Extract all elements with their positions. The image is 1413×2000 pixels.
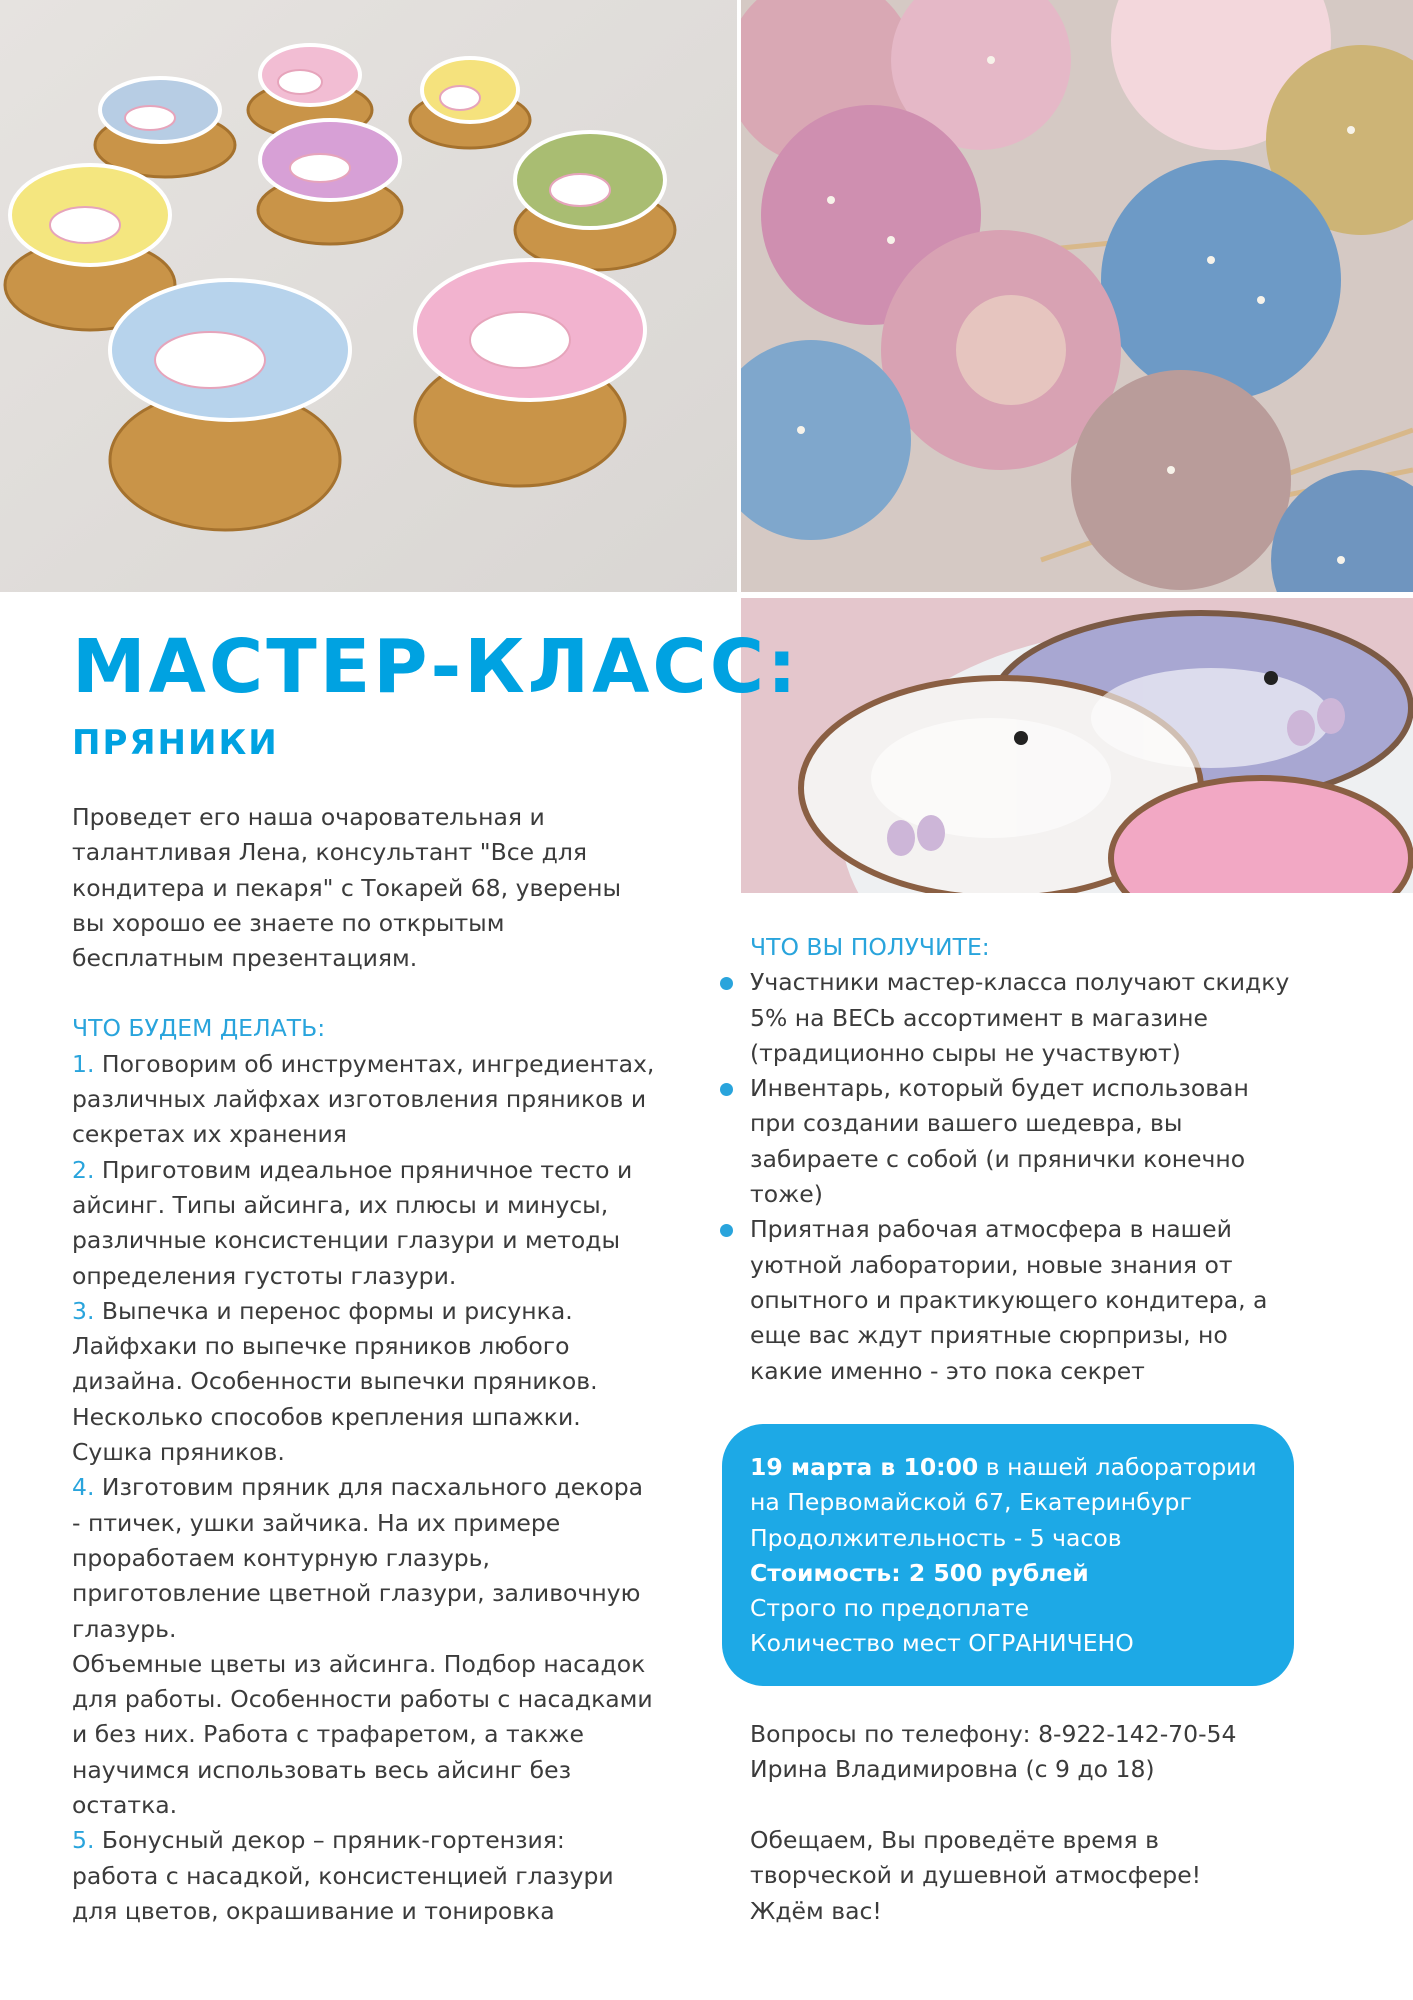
plan-item-line: для цветов, окрашивание и тонировка — [72, 1896, 555, 1925]
benefit-item — [750, 1212, 1350, 1388]
plan-item-line: дизайна. Особенности выпечки пряников. — [72, 1367, 598, 1396]
plan-item-line: научимся использовать весь айсинг без — [72, 1755, 572, 1784]
benefit-line: при создании вашего шедевра, вы — [750, 1109, 1183, 1138]
benefit-item — [750, 1071, 1350, 1212]
plan-item-line: Лайфхаки по выпечке пряников любого — [72, 1332, 570, 1361]
plan-item-line: для работы. Особенности работы с насадками — [72, 1685, 653, 1714]
benefit-line: забираете с собой (и прянички конечно — [750, 1144, 1246, 1173]
contact-info — [750, 1717, 1350, 1788]
event-seats: Количество мест ОГРАНИЧЕНО — [750, 1629, 1134, 1658]
plan-item-line: Несколько способов крепления шпажки. — [72, 1402, 581, 1431]
benefit-line: еще вас ждут приятные сюрпризы, но — [750, 1321, 1228, 1350]
intro-line: бесплатным презентациям. — [72, 944, 418, 973]
plan-item-line: приготовление цветной глазури, заливочную — [72, 1579, 641, 1608]
photo-plate-birds — [741, 598, 1413, 893]
plan-item-line: остатка. — [72, 1791, 178, 1820]
page-title: МАСТЕР-КЛАСС: — [72, 624, 800, 710]
plan-item-line: и без них. Работа с трафаретом, а также — [72, 1720, 584, 1749]
benefits-heading: ЧТО ВЫ ПОЛУЧИТЕ: — [750, 933, 990, 961]
plan-item-3 — [72, 1294, 672, 1470]
benefit-line: какие именно - это пока секрет — [750, 1356, 1145, 1385]
closing-line: Ждём вас! — [750, 1896, 882, 1925]
plan-item-line: - птичек, ушки зайчика. На их примере — [72, 1508, 561, 1537]
event-address: на Первомайской 67, Екатеринбург — [750, 1488, 1192, 1517]
closing-line: Обещаем, Вы проведёте время в — [750, 1826, 1159, 1854]
intro-text — [72, 800, 672, 976]
event-location-intro: в нашей лаборатории — [978, 1453, 1257, 1481]
photo-birds-in-nests — [0, 0, 737, 592]
plan-item-line: работа с насадкой, консистенцией глазури — [72, 1861, 614, 1890]
plan-item-5 — [72, 1823, 672, 1929]
plan-item-line: секретах их хранения — [72, 1120, 347, 1149]
event-date: 19 марта в 10:00 — [750, 1453, 979, 1481]
plan-item-line: различных лайфхах изготовления пряников и — [72, 1085, 647, 1114]
event-info-box — [722, 1424, 1294, 1686]
plan-item-2 — [72, 1153, 672, 1294]
plan-item-number: 2. — [72, 1155, 95, 1184]
plan-item-number: 4. — [72, 1473, 95, 1502]
plan-item-line: айсинг. Типы айсинга, их плюсы и минусы, — [72, 1190, 609, 1219]
intro-line: вы хорошо ее знаете по открытым — [72, 908, 505, 937]
contact-person: Ирина Владимировна (с 9 до 18) — [750, 1755, 1155, 1784]
plan-item-line: Изготовим пряник для пасхального декора — [94, 1473, 644, 1502]
plan-item-line: глазурь. — [72, 1614, 177, 1643]
left-column — [72, 800, 672, 1929]
benefit-line: опытного и практикующего кондитера, а — [750, 1285, 1268, 1314]
closing-text — [750, 1823, 1350, 1929]
plan-item-line: Выпечка и перенос формы и рисунка. — [94, 1296, 573, 1325]
plan-item-line: Сушка пряников. — [72, 1438, 285, 1467]
benefit-item — [750, 965, 1350, 1071]
photo-flower-cookies — [741, 0, 1413, 592]
benefit-line: Приятная рабочая атмосфера в нашей — [750, 1215, 1232, 1244]
event-price: Стоимость: 2 500 рублей — [750, 1558, 1089, 1587]
event-prepay: Строго по предоплате — [750, 1594, 1030, 1623]
plan-item-4 — [72, 1470, 672, 1823]
benefit-line: Участники мастер-класса получают скидку — [750, 968, 1290, 997]
benefit-line: тоже) — [750, 1180, 823, 1209]
intro-line: Проведет его наша очаровательная и — [72, 803, 545, 831]
plan-item-number: 1. — [72, 1049, 95, 1078]
intro-line: кондитера и пекаря" с Токарей 68, уверены — [72, 873, 622, 902]
plan-item-number: 5. — [72, 1826, 95, 1855]
intro-line: талантливая Лена, консультант "Все для — [72, 838, 587, 867]
event-duration: Продолжительность - 5 часов — [750, 1523, 1122, 1552]
page-subtitle: ПРЯНИКИ — [72, 723, 279, 763]
plan-heading: ЧТО БУДЕМ ДЕЛАТЬ: — [72, 1014, 326, 1043]
plan-item-line: Бонусный декор – пряник-гортензия: — [94, 1826, 565, 1855]
benefit-line: (традиционно сыры не участвуют) — [750, 1038, 1181, 1067]
plan-item-line: определения густоты глазури. — [72, 1261, 457, 1290]
closing-line: творческой и душевной атмосфере! — [750, 1861, 1202, 1890]
benefits-list — [750, 965, 1350, 1389]
benefit-line: Инвентарь, который будет использован — [750, 1074, 1249, 1103]
plan-item-line: Объемные цветы из айсинга. Подбор насадок — [72, 1649, 646, 1678]
plan-item-1 — [72, 1047, 672, 1153]
right-column — [750, 930, 1350, 1389]
plan-item-number: 3. — [72, 1296, 95, 1325]
plan-item-line: Приготовим идеальное пряничное тесто и — [94, 1155, 633, 1184]
benefit-line: уютной лаборатории, новые знания от — [750, 1250, 1233, 1279]
contact-phone: Вопросы по телефону: 8-922-142-70-54 — [750, 1720, 1237, 1748]
plan-item-line: проработаем контурную глазурь, — [72, 1543, 490, 1572]
plan-item-line: различные консистенции глазури и методы — [72, 1226, 621, 1255]
plan-item-line: Поговорим об инструментах, ингредиентах, — [94, 1049, 655, 1078]
benefit-line: 5% на ВЕСЬ ассортимент в магазине — [750, 1003, 1208, 1032]
